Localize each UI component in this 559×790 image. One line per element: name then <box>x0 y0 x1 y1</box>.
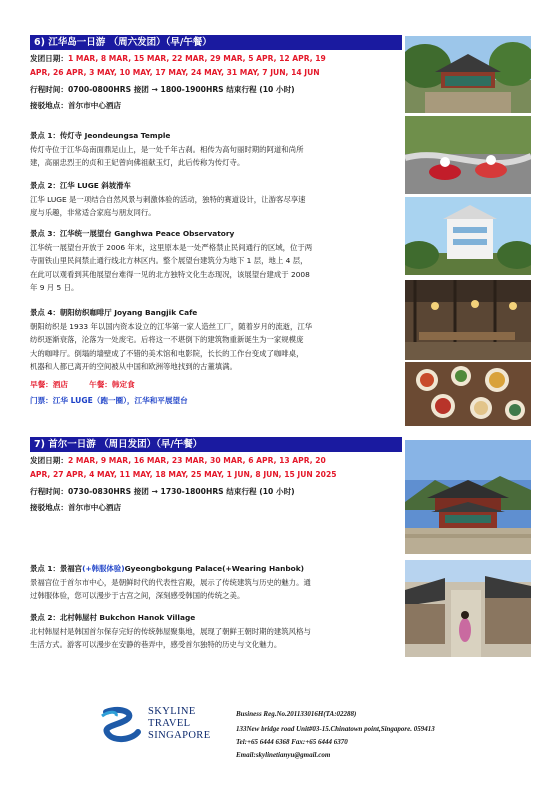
spot-desc-line: 朝阳纺织是 1933 年以国内资本设立的江华第一家人造丝工厂，随着岁月的流逝，江华 <box>30 321 313 331</box>
meals-text: 早餐：酒店 午餐：韩定食 <box>30 380 135 389</box>
spot-desc-line: 机器和人都已离开的空间被从中国和欧洲等地找到的古董填满。 <box>30 362 237 372</box>
spot-desc-line: 大的咖啡厅。倒塌的墙壁成了不错的美术馆和电影院，长长的工作台变成了咖啡桌， <box>30 348 304 358</box>
dep-dates: 1 MAR, 8 MAR, 15 MAR, 22 MAR, 29 MAR, 5 APR, 12 APR, 19 <box>67 54 326 63</box>
meals <box>30 379 400 391</box>
spot-title <box>30 562 402 576</box>
spot4 <box>30 306 402 374</box>
korean-meal-photo <box>405 362 531 426</box>
logo-line: TRAVEL <box>148 718 191 729</box>
spot-desc-line: 景福宫位于首尔市中心，是朝鲜时代的代表性宫殿，展示了传统建筑与历史的魅力。通 <box>30 577 311 587</box>
luge-photo <box>405 116 531 194</box>
spot7-2 <box>30 611 402 652</box>
spot2 <box>30 179 402 220</box>
spot1 <box>30 129 402 170</box>
dep-dates-cont: APR, 27 APR, 4 MAY, 11 MAY, 18 MAY, 25 MAY, 1 JUN, 8 JUN, 15 JUN 2025 <box>30 470 337 479</box>
spot3 <box>30 227 402 295</box>
cafe-photo <box>405 280 531 360</box>
spot-title-c: Gyeongbokgung Palace(+Wearing Hanbok) <box>124 564 305 573</box>
section6-dates-line1 <box>30 53 400 65</box>
observatory-photo <box>405 197 531 275</box>
spot-title: 景点 4：朝阳纺织咖啡厅 Joyang Bangjik Cafe <box>30 308 198 317</box>
time-label: 行程时间： <box>30 85 68 94</box>
spot-desc-line: 北村韩屋村是韩国首尔保存完好的传统韩屋聚集地，展现了朝鲜王朝时期的建筑风格与 <box>30 626 311 636</box>
logo-line: SINGAPORE <box>148 730 211 741</box>
dep-dates-cont: APR, 26 APR, 3 MAY, 10 MAY, 17 MAY, 24 MAY, 31 MAY, 7 JUN, 14 JUN <box>30 68 320 77</box>
spot-title-hanbok: (+韩服体验) <box>82 564 125 573</box>
section7-header: 7) 首尔一日游 （周日发团）（早/午餐） <box>30 437 402 452</box>
spot-desc-line: 过韩服体验，您可以漫步于古宫之间，深刻感受韩国的传统之美。 <box>30 591 245 601</box>
section6-pickup <box>30 100 400 112</box>
section6-header: 6) 江华岛一日游 （周六发团）（早/午餐） <box>30 35 402 50</box>
skyline-logo-icon <box>96 706 146 746</box>
tickets-text: 门票：江华 LUGE（跑一圈），江华和平展望台 <box>30 396 188 405</box>
time-value: 0730-0830HRS 接团 → 1730-1800HRS 结束行程 (10 小时) <box>67 487 295 496</box>
email: Email:skylinetianyu@gmail.com <box>236 751 331 759</box>
spot-desc-line: 度与乐趣，非常适合家庭与朋友同行。 <box>30 208 156 218</box>
logo-wordmark <box>148 706 211 742</box>
pickup-value: 首尔市中心酒店 <box>67 503 122 512</box>
phone-fax: Tel:+65 6444 6368 Fax:+65 6444 6370 <box>236 738 348 746</box>
spot-desc-line: 在此可以观看到其他展望台难得一见的北方独特文化生态现况，该展望台建成于 2008 <box>30 269 310 279</box>
spot-desc-line: 生活方式。游客可以漫步在安静的巷弄中，感受首尔独特的历史与文化魅力。 <box>30 640 282 650</box>
spot-desc-line: 寺面铁山里民间禁止通行线北方林区内。整个展望台建筑分为地下 1 层，地上 4 层， <box>30 256 308 266</box>
spot-desc-line: 年 9 月 5 日。 <box>30 283 79 293</box>
section7-pickup <box>30 502 400 514</box>
spot-title: 景点 2：江华 LUGE 斜坡滑车 <box>30 181 131 190</box>
section6-dates-line2 <box>30 67 400 79</box>
section7-dates-line2 <box>30 469 400 481</box>
spot-title-a: 景点 1：景福宫 <box>30 564 83 573</box>
section6-time <box>30 84 400 96</box>
pickup-value: 首尔市中心酒店 <box>67 101 122 110</box>
pickup-label: 接驳地点： <box>30 503 68 512</box>
section7-time <box>30 486 400 498</box>
spot-desc-line: 江华统一展望台开放于 2006 年末，这里原本是一处严格禁止民间通行的区域，位于两 <box>30 242 313 252</box>
dep-dates: 2 MAR, 9 MAR, 16 MAR, 23 MAR, 30 MAR, 6 APR, 13 APR, 20 <box>67 456 326 465</box>
spot-desc-line: 纺织逐渐衰落，沦落为一处废宅。后将这一不堪倒下的建筑物重新诞生为一家规模庞 <box>30 335 304 345</box>
hanok-village-photo <box>405 560 531 657</box>
logo-line: SKYLINE <box>148 706 196 717</box>
dep-label: 发团日期： <box>30 456 68 465</box>
time-label: 行程时间： <box>30 487 68 496</box>
palace-photo <box>405 440 531 554</box>
address: 133New bridge road Unit#03-15.Chinatown point,Singapore. 059413 <box>236 725 435 733</box>
spot-desc-line: 传灯寺位于江华岛南面鼎足山上，是一处千年古刹。相传为高句丽时期的阿道和尚所 <box>30 144 304 154</box>
spot-title: 景点 1：传灯寺 Jeondeungsa Temple <box>30 131 171 140</box>
tickets <box>30 395 400 407</box>
section7-dates-line1 <box>30 455 400 467</box>
temple-photo <box>405 36 531 113</box>
business-reg: Business Reg.No.201133016H(TA:02288) <box>236 710 357 718</box>
spot-desc-line: 江华 LUGE 是一项结合自然风景与刺激体验的活动，独特的赛道设计，让游客尽享速 <box>30 194 306 204</box>
spot-title: 景点 3：江华统一展望台 Ganghwa Peace Observatory <box>30 229 235 238</box>
dep-label: 发团日期： <box>30 54 68 63</box>
pickup-label: 接驳地点： <box>30 101 68 110</box>
spot-desc-line: 建，高丽忠烈王的贞和王妃曾向佛祖献玉灯，此后传称为传灯寺。 <box>30 158 245 168</box>
spot-title: 景点 2：北村韩屋村 Bukchon Hanok Village <box>30 613 196 622</box>
spot7-1 <box>30 562 402 603</box>
time-value: 0700-0800HRS 接团 → 1800-1900HRS 结束行程 (10 小时) <box>67 85 295 94</box>
